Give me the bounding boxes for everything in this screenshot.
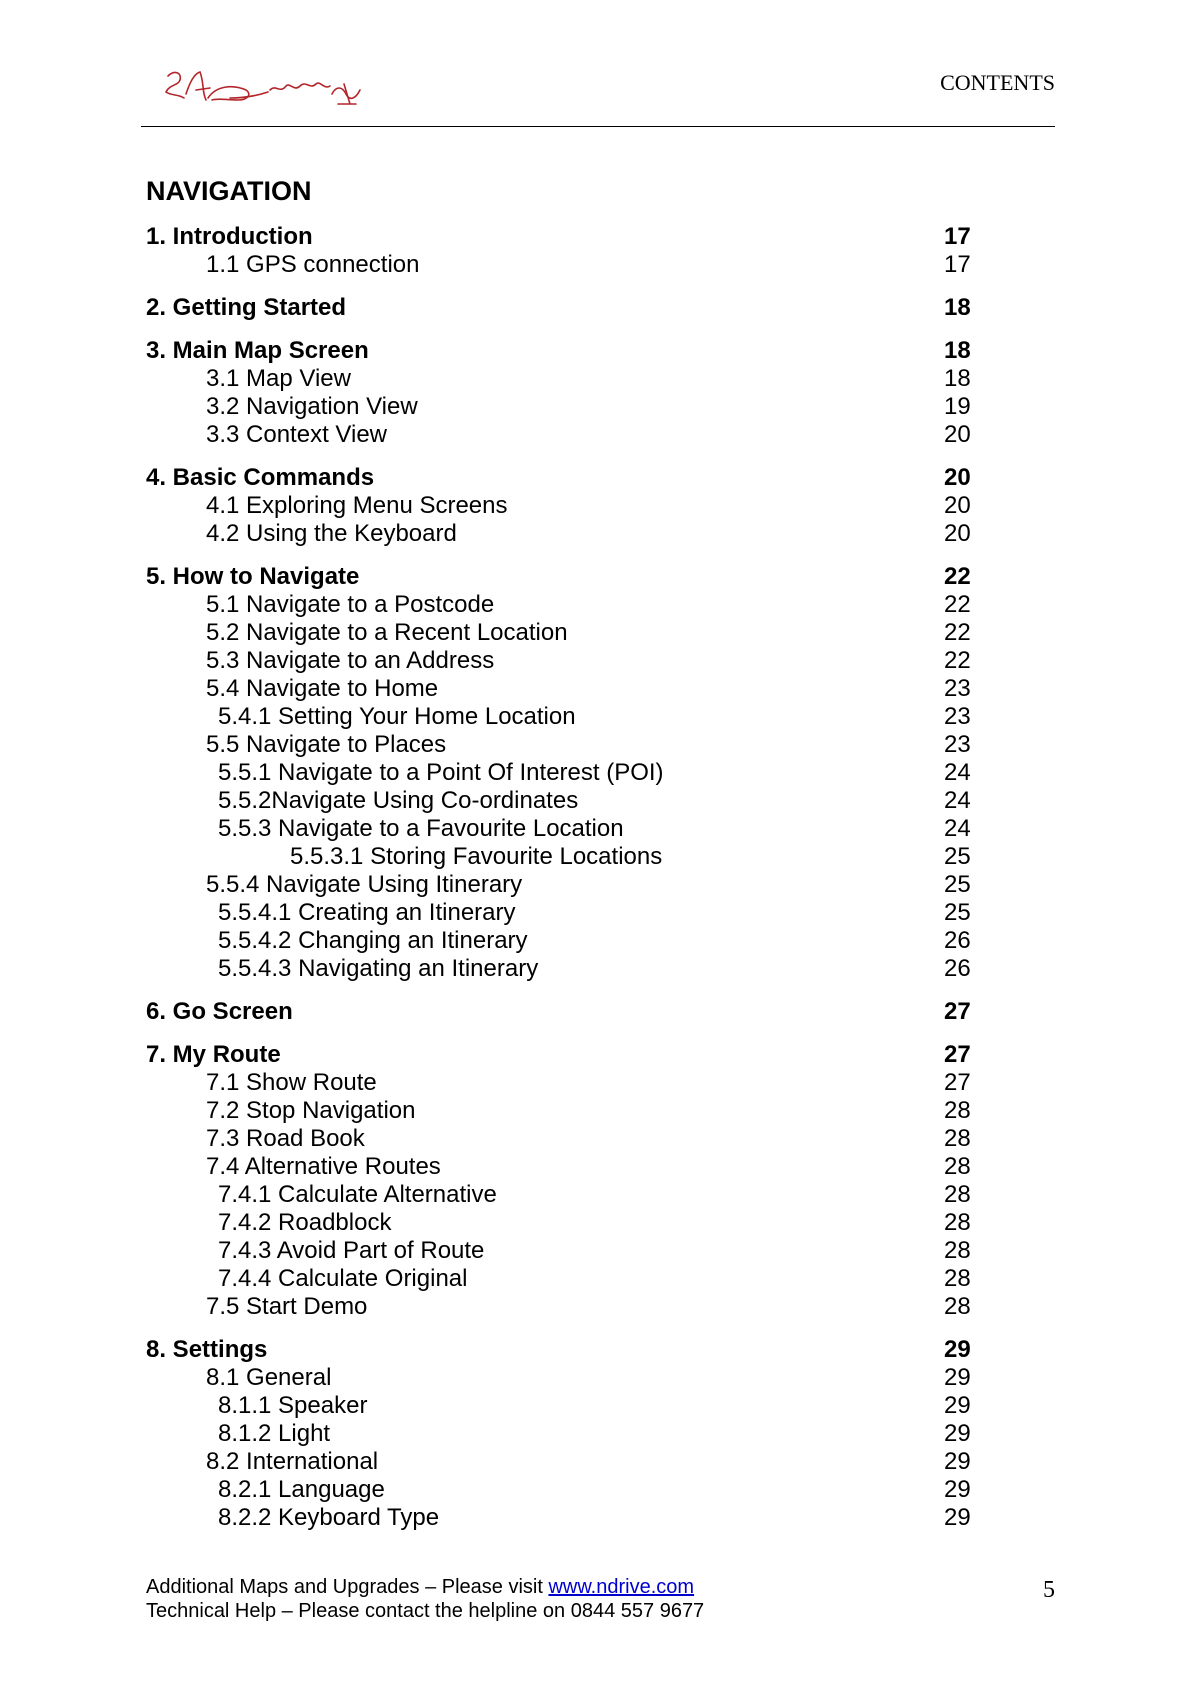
toc-page-number: 29 xyxy=(944,1504,971,1531)
toc-entry-label: 3. Main Map Screen xyxy=(146,337,369,364)
toc-entry-row[interactable] xyxy=(0,759,1191,787)
toc-entry-row[interactable] xyxy=(0,731,1191,759)
toc-chapter-row[interactable] xyxy=(0,1336,1191,1364)
toc-entry-label: 8.2.2 Keyboard Type xyxy=(218,1504,440,1531)
toc-page-number: 25 xyxy=(944,871,971,898)
toc-entry-row[interactable] xyxy=(0,1237,1191,1265)
toc-entry-row[interactable] xyxy=(0,492,1191,520)
toc-entry-label: 5.5.1 Navigate to a Point Of Interest (POI) xyxy=(218,759,664,786)
toc-entry-label: 5.5.3 Navigate to a Favourite Location xyxy=(218,815,624,842)
toc-page-number: 28 xyxy=(944,1181,971,1208)
toc-page-number: 27 xyxy=(944,1069,971,1096)
toc-chapter-row[interactable] xyxy=(0,223,1191,251)
toc-page-number: 23 xyxy=(944,703,971,730)
toc-entry-label: 7.3 Road Book xyxy=(206,1125,365,1152)
toc-page-number: 22 xyxy=(944,619,971,646)
section-title: NAVIGATION xyxy=(146,176,312,206)
toc-page-number: 29 xyxy=(944,1392,971,1419)
toc-page-number: 23 xyxy=(944,675,971,702)
toc-page-number: 28 xyxy=(944,1097,971,1124)
toc-page-number: 17 xyxy=(944,223,971,250)
toc-page-number: 20 xyxy=(944,492,971,519)
toc-chapter-row[interactable] xyxy=(0,563,1191,591)
toc-entry-label: 6. Go Screen xyxy=(146,998,293,1025)
toc-page-number: 28 xyxy=(944,1209,971,1236)
toc-page-number: 29 xyxy=(944,1336,971,1363)
toc-entry-label: 3.1 Map View xyxy=(206,365,351,392)
toc-page-number: 28 xyxy=(944,1265,971,1292)
toc-entry-label: 5.5.4.2 Changing an Itinerary xyxy=(218,927,528,954)
toc-entry-row[interactable] xyxy=(0,591,1191,619)
toc-entry-label: 5.5.4.3 Navigating an Itinerary xyxy=(218,955,539,982)
toc-page-number: 25 xyxy=(944,899,971,926)
toc-page-number: 20 xyxy=(944,464,971,491)
toc-entry-label: 7.2 Stop Navigation xyxy=(206,1097,416,1124)
toc-entry-label: 8.2.1 Language xyxy=(218,1476,385,1503)
toc-entry-label: 5.5.2Navigate Using Co-ordinates xyxy=(218,787,579,814)
toc-entry-row[interactable] xyxy=(0,871,1191,899)
toc-entry-row[interactable] xyxy=(0,1476,1191,1504)
toc-entry-label: 7.4.3 Avoid Part of Route xyxy=(218,1237,485,1264)
table-of-contents xyxy=(0,223,1191,1532)
toc-entry-label: 8.1.1 Speaker xyxy=(218,1392,368,1419)
toc-page-number: 29 xyxy=(944,1420,971,1447)
toc-entry-row[interactable] xyxy=(0,815,1191,843)
toc-page-number: 23 xyxy=(944,731,971,758)
toc-page-number: 28 xyxy=(944,1237,971,1264)
toc-entry-label: 5.3 Navigate to an Address xyxy=(206,647,495,674)
toc-entry-label: 5.5.4.1 Creating an Itinerary xyxy=(218,899,516,926)
toc-page-number: 27 xyxy=(944,998,971,1025)
toc-entry-label: 4.2 Using the Keyboard xyxy=(206,520,457,547)
footer-maps-text: Additional Maps and Upgrades – Please visit xyxy=(146,1576,549,1598)
toc-page-number: 18 xyxy=(944,294,971,321)
toc-entry-row[interactable] xyxy=(0,1293,1191,1321)
toc-page-number: 22 xyxy=(944,647,971,674)
toc-entry-row[interactable] xyxy=(0,647,1191,675)
toc-entry-label: 3.2 Navigation View xyxy=(206,393,418,420)
toc-entry-label: 4.1 Exploring Menu Screens xyxy=(206,492,508,519)
toc-chapter-row[interactable] xyxy=(0,1041,1191,1069)
toc-entry-label: 8.1 General xyxy=(206,1364,332,1391)
toc-entry-row[interactable] xyxy=(0,1209,1191,1237)
toc-entry-label: 5.2 Navigate to a Recent Location xyxy=(206,619,568,646)
toc-entry-label: 7.4.4 Calculate Original xyxy=(218,1265,468,1292)
toc-entry-row[interactable] xyxy=(0,619,1191,647)
toc-entry-label: 8.1.2 Light xyxy=(218,1420,331,1447)
toc-entry-label: 2. Getting Started xyxy=(146,294,347,321)
ndrive-link[interactable]: www.ndrive.com xyxy=(548,1576,695,1598)
toc-entry-label: 5.1 Navigate to a Postcode xyxy=(206,591,495,618)
toc-entry-label: 5.5.3.1 Storing Favourite Locations xyxy=(290,843,663,870)
toc-entry-row[interactable] xyxy=(0,787,1191,815)
toc-entry-label: 7.5 Start Demo xyxy=(206,1293,368,1320)
toc-page-number: 18 xyxy=(944,365,971,392)
toc-entry-row[interactable] xyxy=(0,520,1191,548)
toc-page-number: 22 xyxy=(944,563,971,590)
toc-entry-row[interactable] xyxy=(0,365,1191,393)
toc-entry-label: 7.4.2 Roadblock xyxy=(218,1209,392,1236)
toc-page-number: 24 xyxy=(944,759,971,786)
toc-entry-row[interactable] xyxy=(0,1504,1191,1532)
toc-entry-row[interactable] xyxy=(0,1153,1191,1181)
toc-entry-label: 7. My Route xyxy=(146,1041,281,1068)
toc-entry-row[interactable] xyxy=(0,675,1191,703)
toc-page-number: 24 xyxy=(944,787,971,814)
toc-page-number: 28 xyxy=(944,1293,971,1320)
toc-entry-row[interactable] xyxy=(0,1448,1191,1476)
toc-page-number: 29 xyxy=(944,1476,971,1503)
footer xyxy=(146,1575,704,1623)
toc-page-number: 29 xyxy=(944,1448,971,1475)
toc-page-number: 18 xyxy=(944,337,971,364)
toc-entry-label: 5. How to Navigate xyxy=(146,563,360,590)
toc-chapter-row[interactable] xyxy=(0,998,1191,1026)
toc-entry-row[interactable] xyxy=(0,899,1191,927)
toc-entry-label: 1.1 GPS connection xyxy=(206,251,420,278)
toc-entry-row[interactable] xyxy=(0,843,1191,871)
toc-chapter-row[interactable] xyxy=(0,337,1191,365)
toc-entry-row[interactable] xyxy=(0,1392,1191,1420)
toc-entry-label: 5.5.4 Navigate Using Itinerary xyxy=(206,871,523,898)
toc-entry-row[interactable] xyxy=(0,1181,1191,1209)
toc-entry-label: 8.2 International xyxy=(206,1448,379,1475)
toc-page-number: 17 xyxy=(944,251,971,278)
toc-page-number: 28 xyxy=(944,1153,971,1180)
toc-entry-label: 7.4.1 Calculate Alternative xyxy=(218,1181,497,1208)
toc-entry-label: 5.5 Navigate to Places xyxy=(206,731,447,758)
footer-line-maps xyxy=(146,1575,704,1599)
toc-page-number: 29 xyxy=(944,1364,971,1391)
toc-entry-label: 7.1 Show Route xyxy=(206,1069,377,1096)
footer-line-help: Technical Help – Please contact the helpline on 0844 557 9677 xyxy=(146,1600,705,1622)
toc-page-number: 20 xyxy=(944,520,971,547)
toc-chapter-row[interactable] xyxy=(0,464,1191,492)
toc-page-number: 22 xyxy=(944,591,971,618)
toc-page-number: 24 xyxy=(944,815,971,842)
toc-entry-label: 7.4 Alternative Routes xyxy=(206,1153,441,1180)
header-divider xyxy=(141,126,1055,127)
toc-entry-row[interactable] xyxy=(0,703,1191,731)
header-title: CONTENTS xyxy=(940,70,1055,95)
toc-entry-row[interactable] xyxy=(0,1265,1191,1293)
toc-entry-label: 8. Settings xyxy=(146,1336,268,1363)
toc-entry-row[interactable] xyxy=(0,1420,1191,1448)
toc-entry-row[interactable] xyxy=(0,393,1191,421)
toc-entry-row[interactable] xyxy=(0,1069,1191,1097)
toc-page-number: 19 xyxy=(944,393,971,420)
toc-page-number: 25 xyxy=(944,843,971,870)
toc-page-number: 26 xyxy=(944,955,971,982)
toc-entry-row[interactable] xyxy=(0,251,1191,279)
toc-entry-row[interactable] xyxy=(0,1097,1191,1125)
toc-entry-label: 1. Introduction xyxy=(146,223,313,250)
toc-entry-label: 4. Basic Commands xyxy=(146,464,375,491)
brand-logo xyxy=(160,64,370,114)
toc-page-number: 20 xyxy=(944,421,971,448)
toc-chapter-row[interactable] xyxy=(0,294,1191,322)
toc-entry-label: 5.4 Navigate to Home xyxy=(206,675,439,702)
toc-entry-row[interactable] xyxy=(0,1125,1191,1153)
toc-entry-row[interactable] xyxy=(0,1364,1191,1392)
toc-entry-row[interactable] xyxy=(0,955,1191,983)
toc-page-number: 28 xyxy=(944,1125,971,1152)
toc-entry-row[interactable] xyxy=(0,927,1191,955)
toc-entry-label: 3.3 Context View xyxy=(206,421,387,448)
page-number: 5 xyxy=(1043,1577,1055,1603)
toc-entry-label: 5.4.1 Setting Your Home Location xyxy=(218,703,576,730)
toc-page-number: 26 xyxy=(944,927,971,954)
toc-entry-row[interactable] xyxy=(0,421,1191,449)
toc-page-number: 27 xyxy=(944,1041,971,1068)
